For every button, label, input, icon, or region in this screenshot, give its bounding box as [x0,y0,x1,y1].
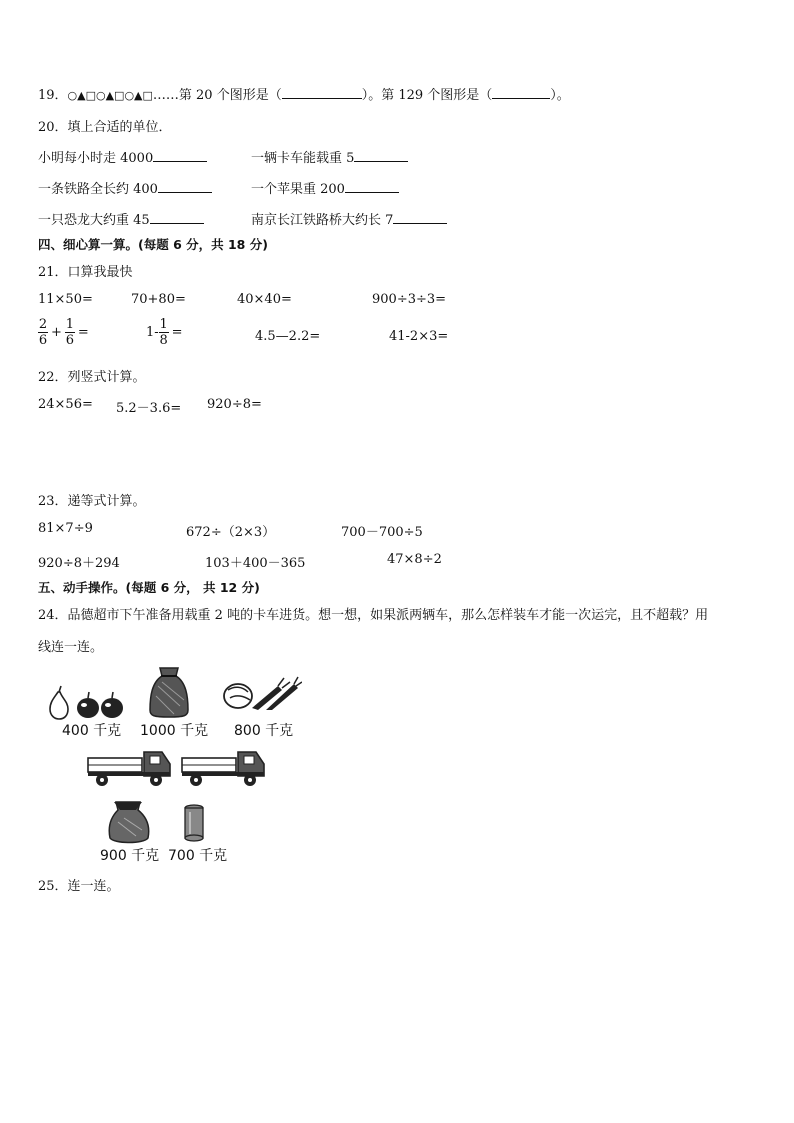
q20-item: 小明每小时走 4000 [38,147,207,166]
oral-calc: 4.5—2.2= [255,329,321,344]
weight-label: 1000 千克 [140,723,209,739]
answer-blank-129[interactable] [492,86,550,99]
step-calc: 103＋400－365 [205,556,306,571]
oral-calc: 70+80= [131,292,186,307]
section-heading-4: 四、细心算一算。(每题 6 分，共 18 分) [38,237,268,252]
oral-calc: 11×50= [38,292,93,307]
sack-icon [148,666,190,718]
shape-pattern: ○▲□○▲□○▲□ [67,89,153,102]
q20-item: 一个苹果重 200 [251,178,399,197]
q19-text-a: ……第 20 个图形是（ [152,88,282,103]
barrel-icon [182,804,206,842]
q20-item: 一条铁路全长约 400 [38,178,212,197]
q20-item: 一只恐龙大约重 45 [38,209,204,228]
q19-line [38,84,570,103]
oral-calc: 41-2×3= [389,329,449,344]
q22-title: 22．列竖式计算。 [38,370,146,385]
step-calc: 700－700÷5 [341,525,423,540]
q25-title: 25．连一连。 [38,879,120,894]
unit-blank[interactable] [150,211,204,224]
answer-blank-20[interactable] [282,86,362,99]
q24-text: 24．品德超市下午准备用载重 2 吨的卡车进货。想一想，如果派两辆车，那么怎样装车才能一次运完，且不超载？用 [38,608,709,623]
oral-calc: 900÷3÷3= [372,292,447,307]
section-heading-5: 五、动手操作。(每题 6 分， 共 12 分) [38,580,260,595]
vertical-calc: 24×56= [38,397,93,412]
step-calc: 920÷8＋294 [38,556,120,571]
q24-text-cont: 线连一连。 [38,640,104,655]
q23-title: 23．递等式计算。 [38,494,146,509]
fraction-diff: 1- $\frac{1}{8}$ = [146,317,183,348]
truck-icon[interactable] [180,748,270,788]
step-calc: 81×7÷9 [38,521,93,536]
q20-item: 一辆卡车能载重 5 [251,147,408,166]
unit-blank[interactable] [158,180,212,193]
q19-number: 19． [38,88,68,103]
weight-label: 400 千克 [62,723,122,739]
unit-blank[interactable] [153,149,207,162]
fraction: $\frac{1}{6}$ [65,317,75,348]
q21-title: 21．口算我最快 [38,265,133,280]
bag-icon [106,800,152,844]
weight-label: 900 千克 [100,848,160,864]
vertical-calc: 5.2－3.6= [116,401,182,416]
oral-calc: 40×40= [237,292,292,307]
q19-text-b: ）。第 129 个图形是（ [361,88,493,103]
step-calc: 47×8÷2 [387,552,442,567]
unit-blank[interactable] [393,211,447,224]
step-calc: 672÷（2×3） [186,525,276,540]
q20-item: 南京长江铁路桥大约长 7 [251,209,447,228]
q20-title: 20．填上合适的单位． [38,120,172,135]
fruit-icon [46,684,124,720]
weight-label: 700 千克 [168,848,228,864]
q19-text-c: ）。 [550,88,570,103]
unit-blank[interactable] [354,149,408,162]
truck-icon[interactable] [86,748,176,788]
unit-blank[interactable] [345,180,399,193]
vegetables-icon [222,676,302,712]
weight-label: 800 千克 [234,723,294,739]
fraction: $\frac{1}{8}$ [159,317,168,348]
fraction: $\frac{2}{6}$ [38,317,48,348]
vertical-calc: 920÷8= [207,397,262,412]
fraction-sum: $\frac{2}{6}$ + $\frac{1}{6}$ = [38,317,89,348]
